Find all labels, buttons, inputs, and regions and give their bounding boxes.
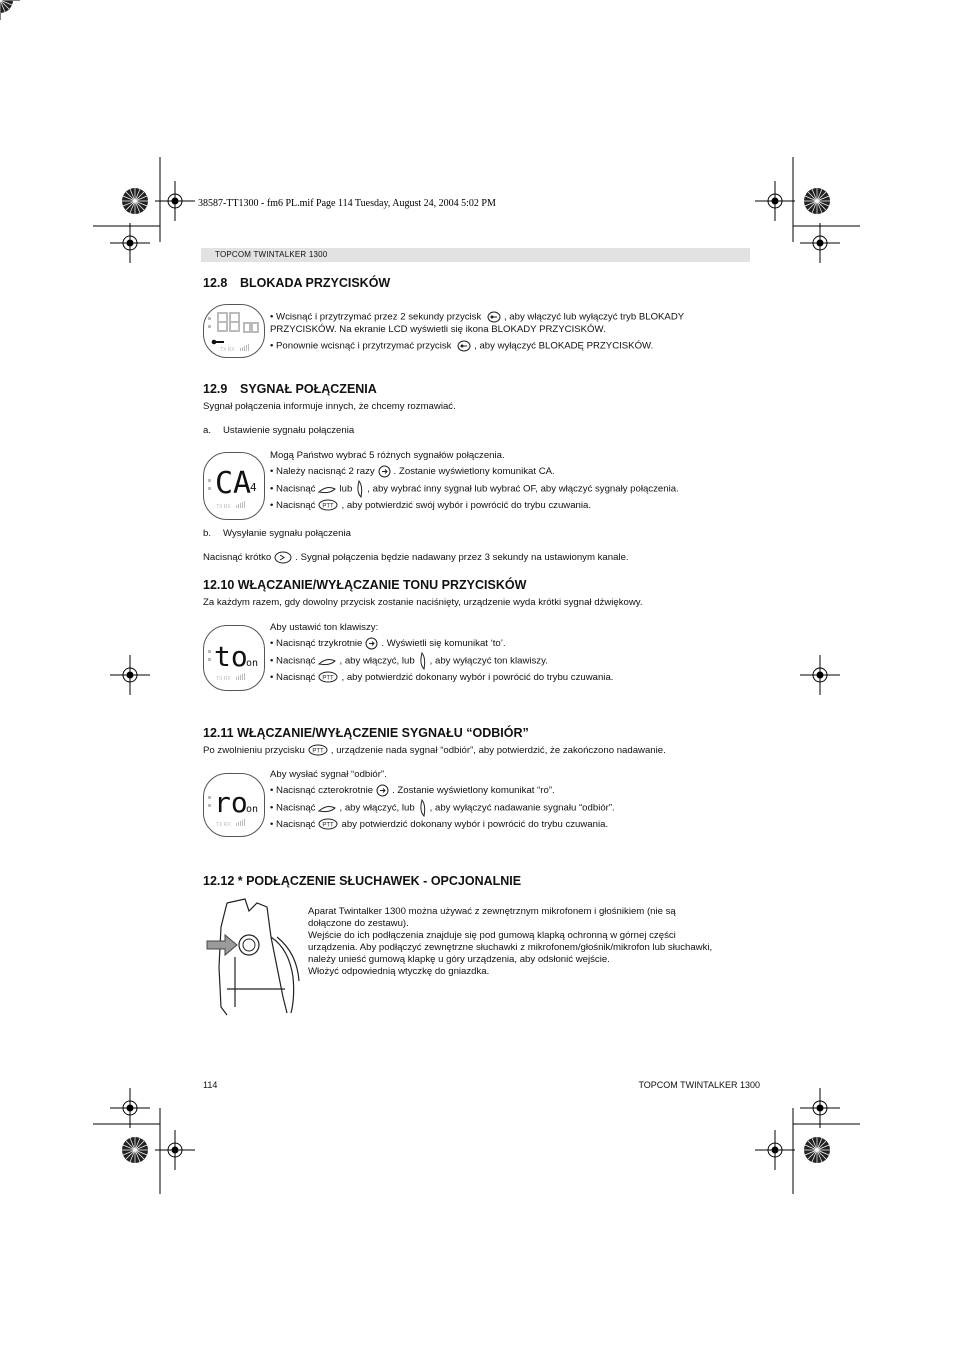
menu-button-icon bbox=[378, 465, 391, 478]
up-button-icon bbox=[318, 656, 336, 667]
paragraph: Aby ustawić ton klawiszy: bbox=[270, 622, 379, 633]
paragraph-line: urządzenia. Aby podłączyć zewnętrzne słuchawki z mikrofonem/głośnik/mikrofon lub słuchawki, bbox=[308, 942, 713, 953]
list-item: • Wcisnąć i przytrzymać przez 2 sekundy przycisk , aby włączyć lub wyłączyć tryb BLOKADY bbox=[270, 311, 685, 323]
paragraph-line: Włożyć odpowiednią wtyczkę do gniazdka. bbox=[308, 966, 490, 977]
menu-button-icon bbox=[376, 784, 389, 797]
list-item: • Należy nacisnąć 2 razy . Zostanie wyświetlony komunikat CA. bbox=[270, 466, 555, 477]
list-item: • Nacisnąć trzykrotnie . Wyświetli się komunikat ‘to’. bbox=[270, 638, 506, 649]
heading-text: BLOKADA PRZYCISKÓW bbox=[240, 276, 391, 290]
svg-text:TX RX: TX RX bbox=[216, 822, 231, 828]
lcd-display-to bbox=[203, 625, 265, 691]
ptt-button-icon bbox=[318, 499, 338, 511]
key-icon bbox=[457, 340, 471, 352]
svg-text:ro: ro bbox=[214, 786, 248, 819]
lcd-display-keylock bbox=[203, 304, 265, 358]
lcd-keylock-glyph bbox=[204, 305, 264, 357]
svg-text:4: 4 bbox=[250, 481, 257, 494]
sublist-text: Ustawienie sygnału połączenia bbox=[223, 425, 355, 436]
svg-text:PTT: PTT bbox=[322, 822, 335, 829]
svg-text:PTT: PTT bbox=[322, 675, 335, 682]
heading-number: 12.8 bbox=[203, 276, 228, 290]
up-button-icon bbox=[318, 803, 336, 814]
down-button-icon bbox=[418, 799, 427, 817]
svg-text:to: to bbox=[214, 640, 248, 673]
heading-number: 12.9 bbox=[203, 382, 228, 396]
svg-text:TX RX: TX RX bbox=[220, 347, 235, 353]
key-tone-instructions bbox=[270, 620, 613, 686]
down-button-icon bbox=[418, 652, 427, 670]
paragraph-line: Wejście do ich podłączenia znajduje się pod gumową klapką ochronną w górnej części bbox=[308, 930, 676, 941]
paragraph: Aby wysłać sygnał “odbiór”. bbox=[270, 769, 387, 780]
ptt-button-icon bbox=[308, 744, 328, 756]
list-item: • Nacisnąć PTT , aby potwierdzić swój wybór i powrócić do trybu czuwania. bbox=[270, 500, 592, 511]
sublist-marker: b. bbox=[203, 528, 212, 539]
roger-beep-instructions bbox=[270, 767, 615, 833]
headset-description bbox=[308, 906, 712, 978]
lcd-display-ca bbox=[203, 452, 265, 520]
heading-12-11: 12.11 WŁĄCZANIE/WYŁĄCZENIE SYGNAŁU “ODBIÓR” bbox=[203, 726, 529, 740]
svg-text:on: on bbox=[246, 658, 259, 669]
heading-12-12: 12.12 * PODŁĄCZENIE SŁUCHAWEK - OPCJONALNIE bbox=[203, 874, 522, 888]
list-item: • Nacisnąć PTT aby potwierdzić dokonany wybór i powrócić do trybu czuwania. bbox=[270, 819, 609, 830]
svg-text:on: on bbox=[246, 804, 259, 815]
heading-12-10: 12.10 WŁĄCZANIE/WYŁĄCZANIE TONU PRZYCISKÓW bbox=[203, 578, 527, 592]
down-button-icon bbox=[355, 480, 364, 498]
lcd-ca-glyph bbox=[204, 453, 264, 519]
svg-text:PTT: PTT bbox=[322, 503, 335, 510]
footer-title: TOPCOM TWINTALKER 1300 bbox=[638, 1080, 760, 1090]
lcd-ro-glyph bbox=[204, 774, 264, 836]
send-call-paragraph: Nacisnąć krótko . Sygnał połączenia będzie nadawany przez 3 sekundy na ustawionym kanale. bbox=[203, 552, 629, 563]
file-slug: 38587-TT1300 - fm6 PL.mif Page 114 Tuesday, August 24, 2004 5:02 PM bbox=[198, 198, 496, 209]
key-icon bbox=[487, 311, 501, 323]
running-header-title: TOPCOM TWINTALKER 1300 bbox=[215, 250, 328, 259]
list-item: • Nacisnąć lub , aby wybrać inny sygnał lub wybrać OF, aby włączyć sygnały połączenia. bbox=[270, 480, 679, 498]
svg-text:CA: CA bbox=[215, 466, 252, 501]
sublist-a bbox=[203, 423, 354, 439]
paragraph: Sygnał połączenia informuje innych, że chcemy rozmawiać. bbox=[203, 401, 456, 412]
paragraph: Mogą Państwo wybrać 5 różnych sygnałów połączenia. bbox=[270, 450, 505, 461]
paragraph-line: dołączone do zestawu). bbox=[308, 918, 409, 929]
svg-text:PTT: PTT bbox=[312, 748, 324, 755]
ptt-button-icon bbox=[318, 671, 338, 683]
call-tone-instructions bbox=[270, 448, 679, 514]
heading-text: SYGNAŁ POŁĄCZENIA bbox=[240, 382, 377, 396]
sublist-b bbox=[203, 526, 351, 542]
paragraph-line: należy unieść gumową klapkę u góry urządzenia, aby odsłonić wejście. bbox=[308, 954, 610, 965]
keylock-instructions bbox=[270, 311, 684, 352]
list-item: • Nacisnąć PTT , aby potwierdzić dokonany wybór i powrócić do trybu czuwania. bbox=[270, 672, 614, 683]
call-button-icon bbox=[274, 551, 292, 564]
list-item: • Ponownie wcisnąć i przytrzymać przycisk , aby wyłączyć BLOKADĘ PRZYCISKÓW. bbox=[270, 340, 654, 352]
heading-12-8 bbox=[203, 276, 390, 290]
paragraph: Po zwolnieniu przycisku PTT , urządzenie nada sygnał “odbiór”, aby potwierdzić, że zakończono nadawanie. bbox=[203, 745, 666, 756]
page-number: 114 bbox=[203, 1080, 218, 1090]
paragraph: Za każdym razem, gdy dowolny przycisk zostanie naciśnięty, urządzenie wyda krótki sygnał dźwiękowy. bbox=[203, 597, 643, 608]
heading-12-9 bbox=[203, 382, 377, 396]
ptt-button-icon bbox=[318, 818, 338, 830]
svg-text:TX RX: TX RX bbox=[216, 504, 231, 510]
list-item: • Nacisnąć czterokrotnie . Zostanie wyświetlony komunikat “ro”. bbox=[270, 785, 555, 796]
sublist-marker: a. bbox=[203, 425, 212, 436]
menu-button-icon bbox=[365, 637, 378, 650]
svg-text:TX RX: TX RX bbox=[216, 676, 231, 682]
sublist-text: Wysyłanie sygnału połączenia bbox=[223, 528, 351, 539]
list-item-continuation: PRZYCISKÓW. Na ekranie LCD wyświetli się ikona BLOKADY PRZYCISKÓW. bbox=[270, 323, 606, 335]
up-button-icon bbox=[318, 484, 336, 495]
lcd-display-ro bbox=[203, 773, 265, 837]
paragraph-line: Aparat Twintalker 1300 można używać z zewnętrznym mikrofonem i głośnikiem (nie są bbox=[308, 906, 676, 917]
list-item: • Nacisnąć , aby włączyć, lub , aby wyłączyć ton klawiszy. bbox=[270, 652, 613, 670]
list-item: • Nacisnąć , aby włączyć, lub , aby wyłączyć nadawanie sygnału “odbiór”. bbox=[270, 799, 615, 817]
lcd-to-glyph bbox=[204, 626, 264, 690]
running-header bbox=[201, 248, 750, 262]
headset-jack-illustration bbox=[205, 897, 305, 1019]
